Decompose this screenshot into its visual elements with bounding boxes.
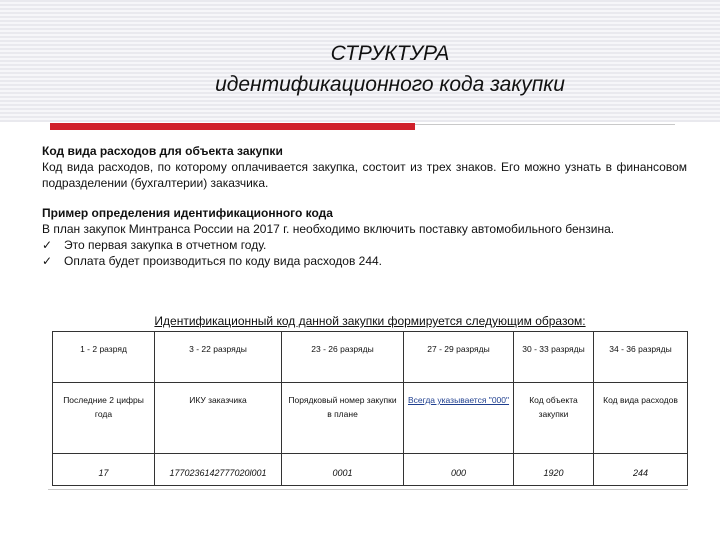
section-example-heading: Пример определения идентификационного кода (42, 206, 333, 220)
table-cell: Код объекта закупки (514, 383, 594, 454)
table-header-cell: 23 - 26 разряды (282, 332, 404, 383)
table-value-cell: 1920 (514, 454, 594, 486)
slide-content (42, 143, 687, 269)
bullet-text: Оплата будет производиться по коду вида расходов 244. (64, 254, 383, 268)
table-header-cell: 3 - 22 разряды (155, 332, 282, 383)
table-value-cell: 1770236142777020l001 (155, 454, 282, 486)
section-expense-text: Код вида расходов, по которому оплачивается закупка, состоит из трех знаков. Его можно узнать в финансовом подразделении (бухгалтерии) заказчика. (42, 160, 687, 190)
table-value-cell: 244 (594, 454, 688, 486)
table-header-cell: 34 - 36 разряды (594, 332, 688, 383)
title-divider-line (415, 124, 675, 125)
table-cell: ИКУ заказчика (155, 383, 282, 454)
check-icon: ✓ (42, 238, 53, 252)
table-value-cell: 000 (404, 454, 514, 486)
table-cell: Код вида расходов (594, 383, 688, 454)
table-value-cell: 0001 (282, 454, 404, 486)
table-cell (404, 383, 514, 454)
table-cell: Порядковый номер закупки в плане (282, 383, 404, 454)
title-line-2: идентификационного кода закупки (215, 73, 565, 96)
title-line-1: СТРУКТУРА (330, 42, 450, 65)
section-example-text: В план закупок Минтранса России на 2017 г. необходимо включить поставку автомобильного бензина. (42, 222, 615, 236)
title-underline-bar (50, 123, 415, 130)
table-value-cell: 17 (53, 454, 155, 486)
check-icon: ✓ (42, 254, 53, 268)
bullet-text: Это первая закупка в отчетном году. (64, 238, 267, 252)
bottom-divider-line (48, 489, 688, 490)
section-expense-heading: Код вида расходов для объекта закупки (42, 144, 283, 158)
table-header-cell: 1 - 2 разряд (53, 332, 155, 383)
bullet-item (42, 253, 687, 269)
table-header-cell: 30 - 33 разряды (514, 332, 594, 383)
table-cell: Последние 2 цифры года (53, 383, 155, 454)
table-value-row (53, 454, 688, 486)
always-000-link[interactable]: Всегда указывается "000" (407, 395, 510, 405)
table-caption: Идентификационный код данной закупки формируется следующим образом: (154, 314, 586, 328)
code-structure-table (52, 331, 688, 486)
table-description-row (53, 383, 688, 454)
bullet-item (42, 237, 687, 253)
slide-title (120, 38, 660, 100)
table-header-row (53, 332, 688, 383)
table-header-cell: 27 - 29 разряды (404, 332, 514, 383)
